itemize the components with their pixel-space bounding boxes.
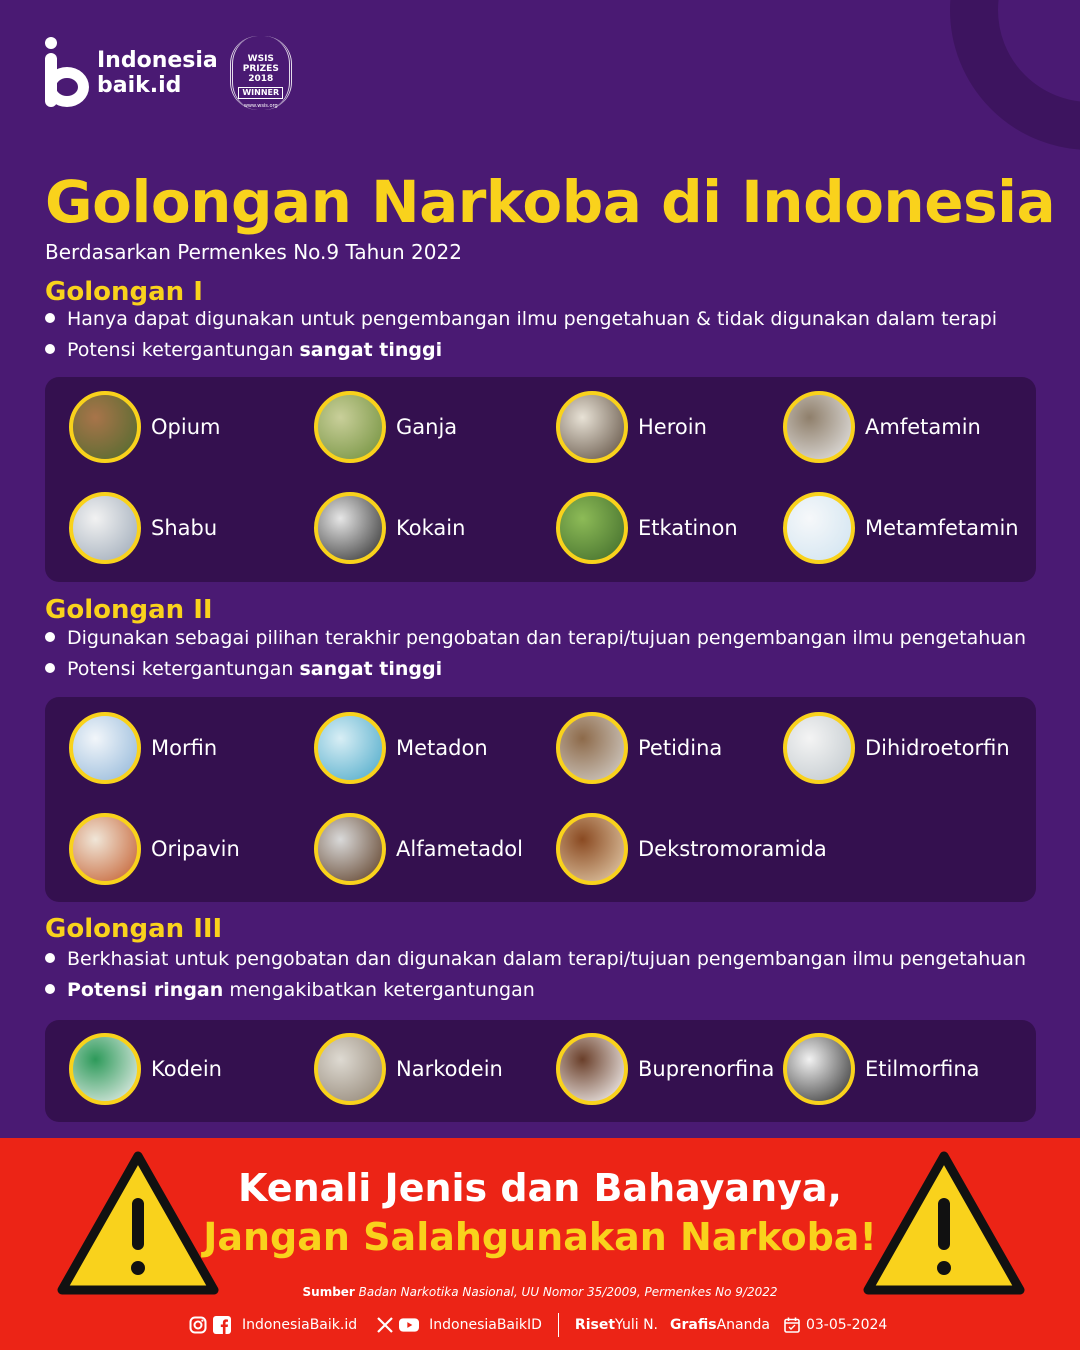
section-1-title: Golongan I [45, 277, 203, 307]
facebook-icon [212, 1315, 232, 1335]
drug-label: Ganja [396, 415, 458, 439]
drug-label: Morfin [151, 736, 218, 760]
drug-label: Etilmorfina [865, 1057, 980, 1081]
drug-label: Buprenorfina [638, 1057, 775, 1081]
drug-item [783, 1033, 980, 1105]
drug-label: Metadon [396, 736, 488, 760]
drug-label: Amfetamin [865, 415, 981, 439]
drug-label: Etkatinon [638, 516, 738, 540]
drug-item [69, 813, 240, 885]
drug-photo [69, 492, 141, 564]
drug-photo [783, 1033, 855, 1105]
decorative-ring [950, 0, 1080, 150]
drug-photo [314, 492, 386, 564]
drug-photo [69, 813, 141, 885]
award-line4: WINNER [238, 87, 283, 99]
drug-label: Opium [151, 415, 221, 439]
section-3-bullet-2: Potensi ringan mengakibatkan ketergantungan [45, 979, 535, 1001]
section-2-bullet-2: Potensi ketergantungan sangat tinggi [45, 658, 442, 680]
source-citation: Sumber Badan Narkotika Nasional, UU Nomor 35/2009, Permenkes No 9/2022 [302, 1285, 778, 1299]
drug-label: Metamfetamin [865, 516, 1019, 540]
drug-item [314, 391, 457, 463]
banner-headline-2: Jangan Salahgunakan Narkoba! [203, 1215, 877, 1259]
drug-photo [556, 712, 628, 784]
award-line3: 2018 [248, 74, 274, 84]
drug-photo [314, 391, 386, 463]
social-handle-1: IndonesiaBaik.id [242, 1317, 358, 1333]
drug-label: Kodein [151, 1057, 222, 1081]
drug-item [314, 813, 523, 885]
drug-item [69, 391, 220, 463]
riset-name: Yuli N. [615, 1317, 659, 1333]
youtube-icon [399, 1315, 419, 1335]
banner-headline-1: Kenali Jenis dan Bahayanya, [238, 1166, 842, 1210]
drug-label: Oripavin [151, 837, 240, 861]
drug-photo [556, 1033, 628, 1105]
brand-line2: baik.id [97, 73, 182, 98]
section-3-bullet-1: Berkhasiat untuk pengobatan dan digunakan dalam terapi/tujuan pengembangan ilmu pengetahuan [45, 948, 1026, 970]
drug-photo [314, 712, 386, 784]
drug-photo [783, 492, 855, 564]
section-3-title: Golongan III [45, 914, 223, 944]
drug-label: Dihidroetorfin [865, 736, 1010, 760]
drug-item [556, 712, 722, 784]
drug-photo [556, 813, 628, 885]
drug-item [556, 492, 738, 564]
drug-item [783, 492, 1019, 564]
brand-name [97, 48, 218, 98]
drug-label: Heroin [638, 415, 707, 439]
drug-photo [314, 813, 386, 885]
grafis-name: Ananda [716, 1317, 770, 1333]
drug-item [556, 1033, 774, 1105]
drug-item [69, 492, 217, 564]
section-1-bullet-1: Hanya dapat digunakan untuk pengembangan ilmu pengetahuan & tidak digunakan dalam terapi [45, 308, 997, 330]
award-line2: PRIZES [242, 64, 279, 74]
indonesiabaik-logo-icon [45, 37, 91, 109]
drug-photo [69, 391, 141, 463]
brand-line1: Indonesia [97, 48, 218, 73]
drug-photo [556, 391, 628, 463]
calendar-icon [782, 1315, 802, 1335]
drug-label: Shabu [151, 516, 218, 540]
drug-label: Petidina [638, 736, 723, 760]
drug-label: Alfametadol [396, 837, 523, 861]
page-subtitle: Berdasarkan Permenkes No.9 Tahun 2022 [45, 240, 462, 264]
award-line5: www.wsis.org [243, 103, 278, 109]
drug-photo [783, 391, 855, 463]
drug-item [783, 712, 1010, 784]
section-1-bullet-2: Potensi ketergantungan sangat tinggi [45, 339, 442, 361]
drug-item [783, 391, 981, 463]
drug-item [556, 813, 827, 885]
wsis-award-badge [230, 36, 292, 110]
drug-photo [556, 492, 628, 564]
footer-divider [558, 1313, 559, 1337]
page-title: Golongan Narkoba di Indonesia [45, 168, 1056, 236]
riset-label: Riset [574, 1317, 616, 1333]
drug-item [69, 1033, 222, 1105]
drug-item [69, 712, 217, 784]
x-icon [375, 1315, 395, 1335]
drug-item [314, 492, 465, 564]
drug-label: Dekstromoramida [638, 837, 827, 861]
section-2-bullet-1: Digunakan sebagai pilihan terakhir pengobatan dan terapi/tujuan pengembangan ilmu pengetahuan [45, 627, 1026, 649]
award-line1: WSIS [247, 54, 274, 64]
instagram-icon [188, 1315, 208, 1335]
drug-photo [69, 1033, 141, 1105]
publish-date: 03-05-2024 [805, 1317, 888, 1333]
drug-photo [69, 712, 141, 784]
brand-logo [45, 36, 292, 110]
drug-label: Kokain [396, 516, 466, 540]
drug-item [556, 391, 707, 463]
drug-label: Narkodein [396, 1057, 503, 1081]
drug-photo [314, 1033, 386, 1105]
grafis-label: Grafis [670, 1317, 717, 1333]
drug-photo [783, 712, 855, 784]
section-2-title: Golongan II [45, 595, 213, 625]
drug-item [314, 1033, 503, 1105]
social-handle-2: IndonesiaBaikID [429, 1317, 542, 1333]
footer [188, 1313, 887, 1337]
drug-item [314, 712, 488, 784]
